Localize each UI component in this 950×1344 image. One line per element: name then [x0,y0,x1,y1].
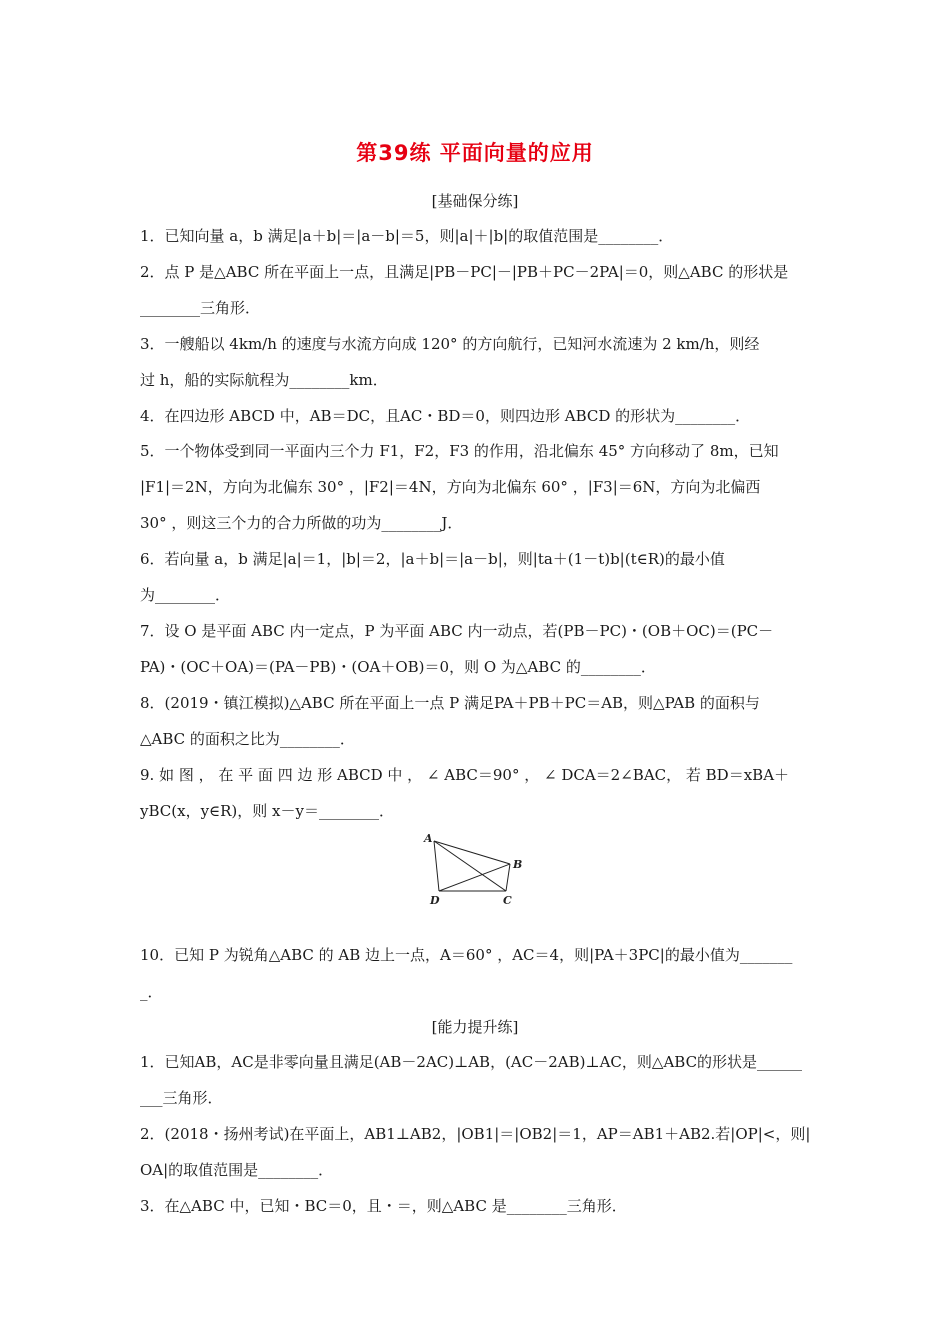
problem-line: △ABC 的面积之比为________． [140,730,355,748]
problem-line: 过 h，船的实际航程为________km． [140,371,388,389]
page-title: 第39练 平面向量的应用 [356,141,594,165]
problem-line: 3．在△ABC 中，已知・BC＝0，且・＝，则△ABC 是________三角形． [140,1197,627,1215]
quadrilateral-figure [420,828,530,908]
problem-line: 3．一艘船以 4km/h 的速度与水流方向成 120° 的方向航行，已知河水流速为 2 km/h，则经 [140,335,760,353]
problem-line: 2．点 P 是△ABC 所在平面上一点，且满足|PB－PC|－|PB＋PC－2PA|＝0，则△ABC 的形状是 [140,263,789,281]
problem-line: 6．若向量 a，b 满足|a|＝1，|b|＝2，|a＋b|＝|a－b|，则|ta＋(1－t)b|(t∈R)的最小值 [140,550,725,568]
figure-label-d: D [430,894,440,907]
problem-line: 5．一个物体受到同一平面内三个力 F1，F2，F3 的作用，沿北偏东 45° 方向移动了 8m，已知 [140,442,779,460]
problem-line: 1．已知向量 a，b 满足|a＋b|＝|a－b|＝5，则|a|＋|b|的取值范围是________． [140,227,674,245]
problem-line: 9. 如 图 ， 在 平 面 四 边 形 ABCD 中 ， ∠ ABC＝90° ， ∠ DCA＝2∠BAC， 若 BD＝xBA＋ [140,766,790,784]
problem-line: |F1|＝2N，方向为北偏东 30° ，|F2|＝4N，方向为北偏东 60° ，|F3|＝6N，方向为北偏西 [140,478,761,496]
problem-line: PA)・(OC＋OA)＝(PA－PB)・(OA＋OB)＝0，则 O 为△ABC 的________． [140,658,656,676]
section-heading-advanced: [能力提升练] [431,1018,519,1036]
problem-line: 7．设 O 是平面 ABC 内一定点，P 为平面 ABC 内一动点，若(PB－PC)・(OB＋OC)＝(PC－ [140,622,774,640]
problem-line: yBC(x，y∈R)，则 x－y＝________． [140,802,394,820]
figure-label-a: A [424,832,433,845]
section-heading-basic: [基础保分练] [431,192,519,210]
problem-line: OA|的取值范围是________． [140,1161,334,1179]
problem-line: 4．在四边形 ABCD 中，AB＝DC，且AC・BD＝0，则四边形 ABCD 的形状为________． [140,407,751,425]
figure-label-c: C [503,894,512,907]
problem-line: _． [140,983,163,1001]
problem-line: 8．(2019・镇江模拟)△ABC 所在平面上一点 P 满足PA＋PB＋PC＝AB，则△PAB 的面积与 [140,694,760,712]
problem-line: 30° ，则这三个力的合力所做的功为________J． [140,514,463,532]
problem-line: 2．(2018・扬州考试)在平面上，AB1⊥AB2，|OB1|＝|OB2|＝1，AP＝AB1＋AB2.若|OP|<，则| [140,1125,811,1143]
problem-line: 为________． [140,586,231,604]
figure-label-b: B [513,858,523,871]
problem-line: ___三角形． [140,1089,223,1107]
problem-line: 10．已知 P 为锐角△ABC 的 AB 边上一点，A＝60° ，AC＝4，则|PA＋3PC|的最小值为_______ [140,946,793,964]
problem-line: 1．已知AB，AC是非零向量且满足(AB－2AC)⊥AB，(AC－2AB)⊥AC，则△ABC的形状是______ [140,1053,803,1071]
problem-line: ________三角形． [140,299,261,317]
